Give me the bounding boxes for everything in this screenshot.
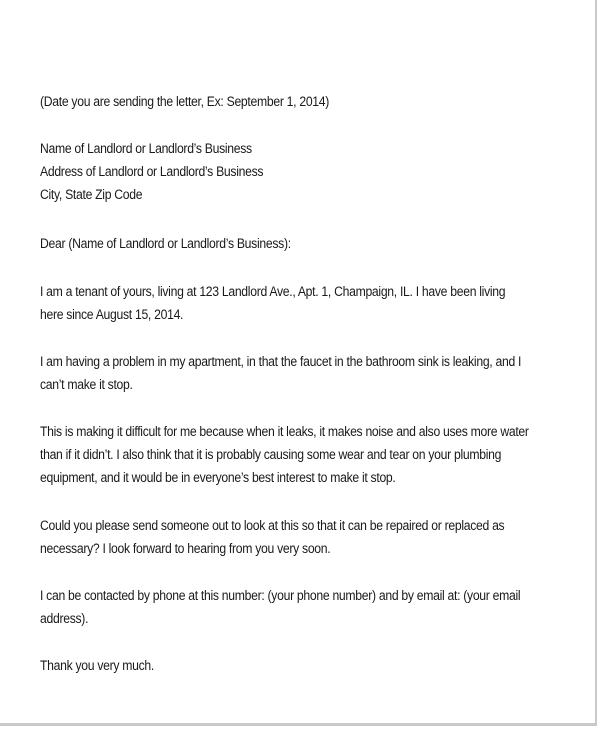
- letter-date: (Date you are sending the letter, Ex: September 1, 2014): [40, 94, 330, 110]
- paragraph-line: here since August 15, 2014.: [40, 307, 184, 323]
- paragraph-line: than if it didn’t. I also think that it is probably causing some wear and tear on your plumbing: [40, 447, 502, 463]
- paragraph-line: I am a tenant of yours, living at 123 Landlord Ave., Apt. 1, Champaign, IL. I have been living: [40, 284, 506, 300]
- paragraph-line: I can be contacted by phone at this number: (your phone number) and by email at: (your email: [40, 588, 521, 604]
- paragraph-line: This is making it difficult for me because when it leaks, it makes noise and also uses more water: [40, 424, 529, 440]
- paragraph-line: Could you please send someone out to look at this so that it can be repaired or replaced as: [40, 518, 505, 534]
- closing: Thank you very much.: [40, 658, 155, 674]
- paragraph-line: necessary? I look forward to hearing from you very soon.: [40, 541, 331, 557]
- recipient-address: Address of Landlord or Landlord’s Business: [40, 164, 264, 180]
- paragraph-line: can’t make it stop.: [40, 377, 133, 393]
- recipient-name: Name of Landlord or Landlord’s Business: [40, 141, 252, 157]
- paragraph-line: address).: [40, 611, 89, 627]
- salutation: Dear (Name of Landlord or Landlord’s Business):: [40, 236, 291, 252]
- paragraph-line: equipment, and it would be in everyone’s best interest to make it stop.: [40, 470, 396, 486]
- paragraph-line: I am having a problem in my apartment, in that the faucet in the bathroom sink is leaking, and I: [40, 354, 522, 370]
- recipient-city-state-zip: City, State Zip Code: [40, 187, 143, 203]
